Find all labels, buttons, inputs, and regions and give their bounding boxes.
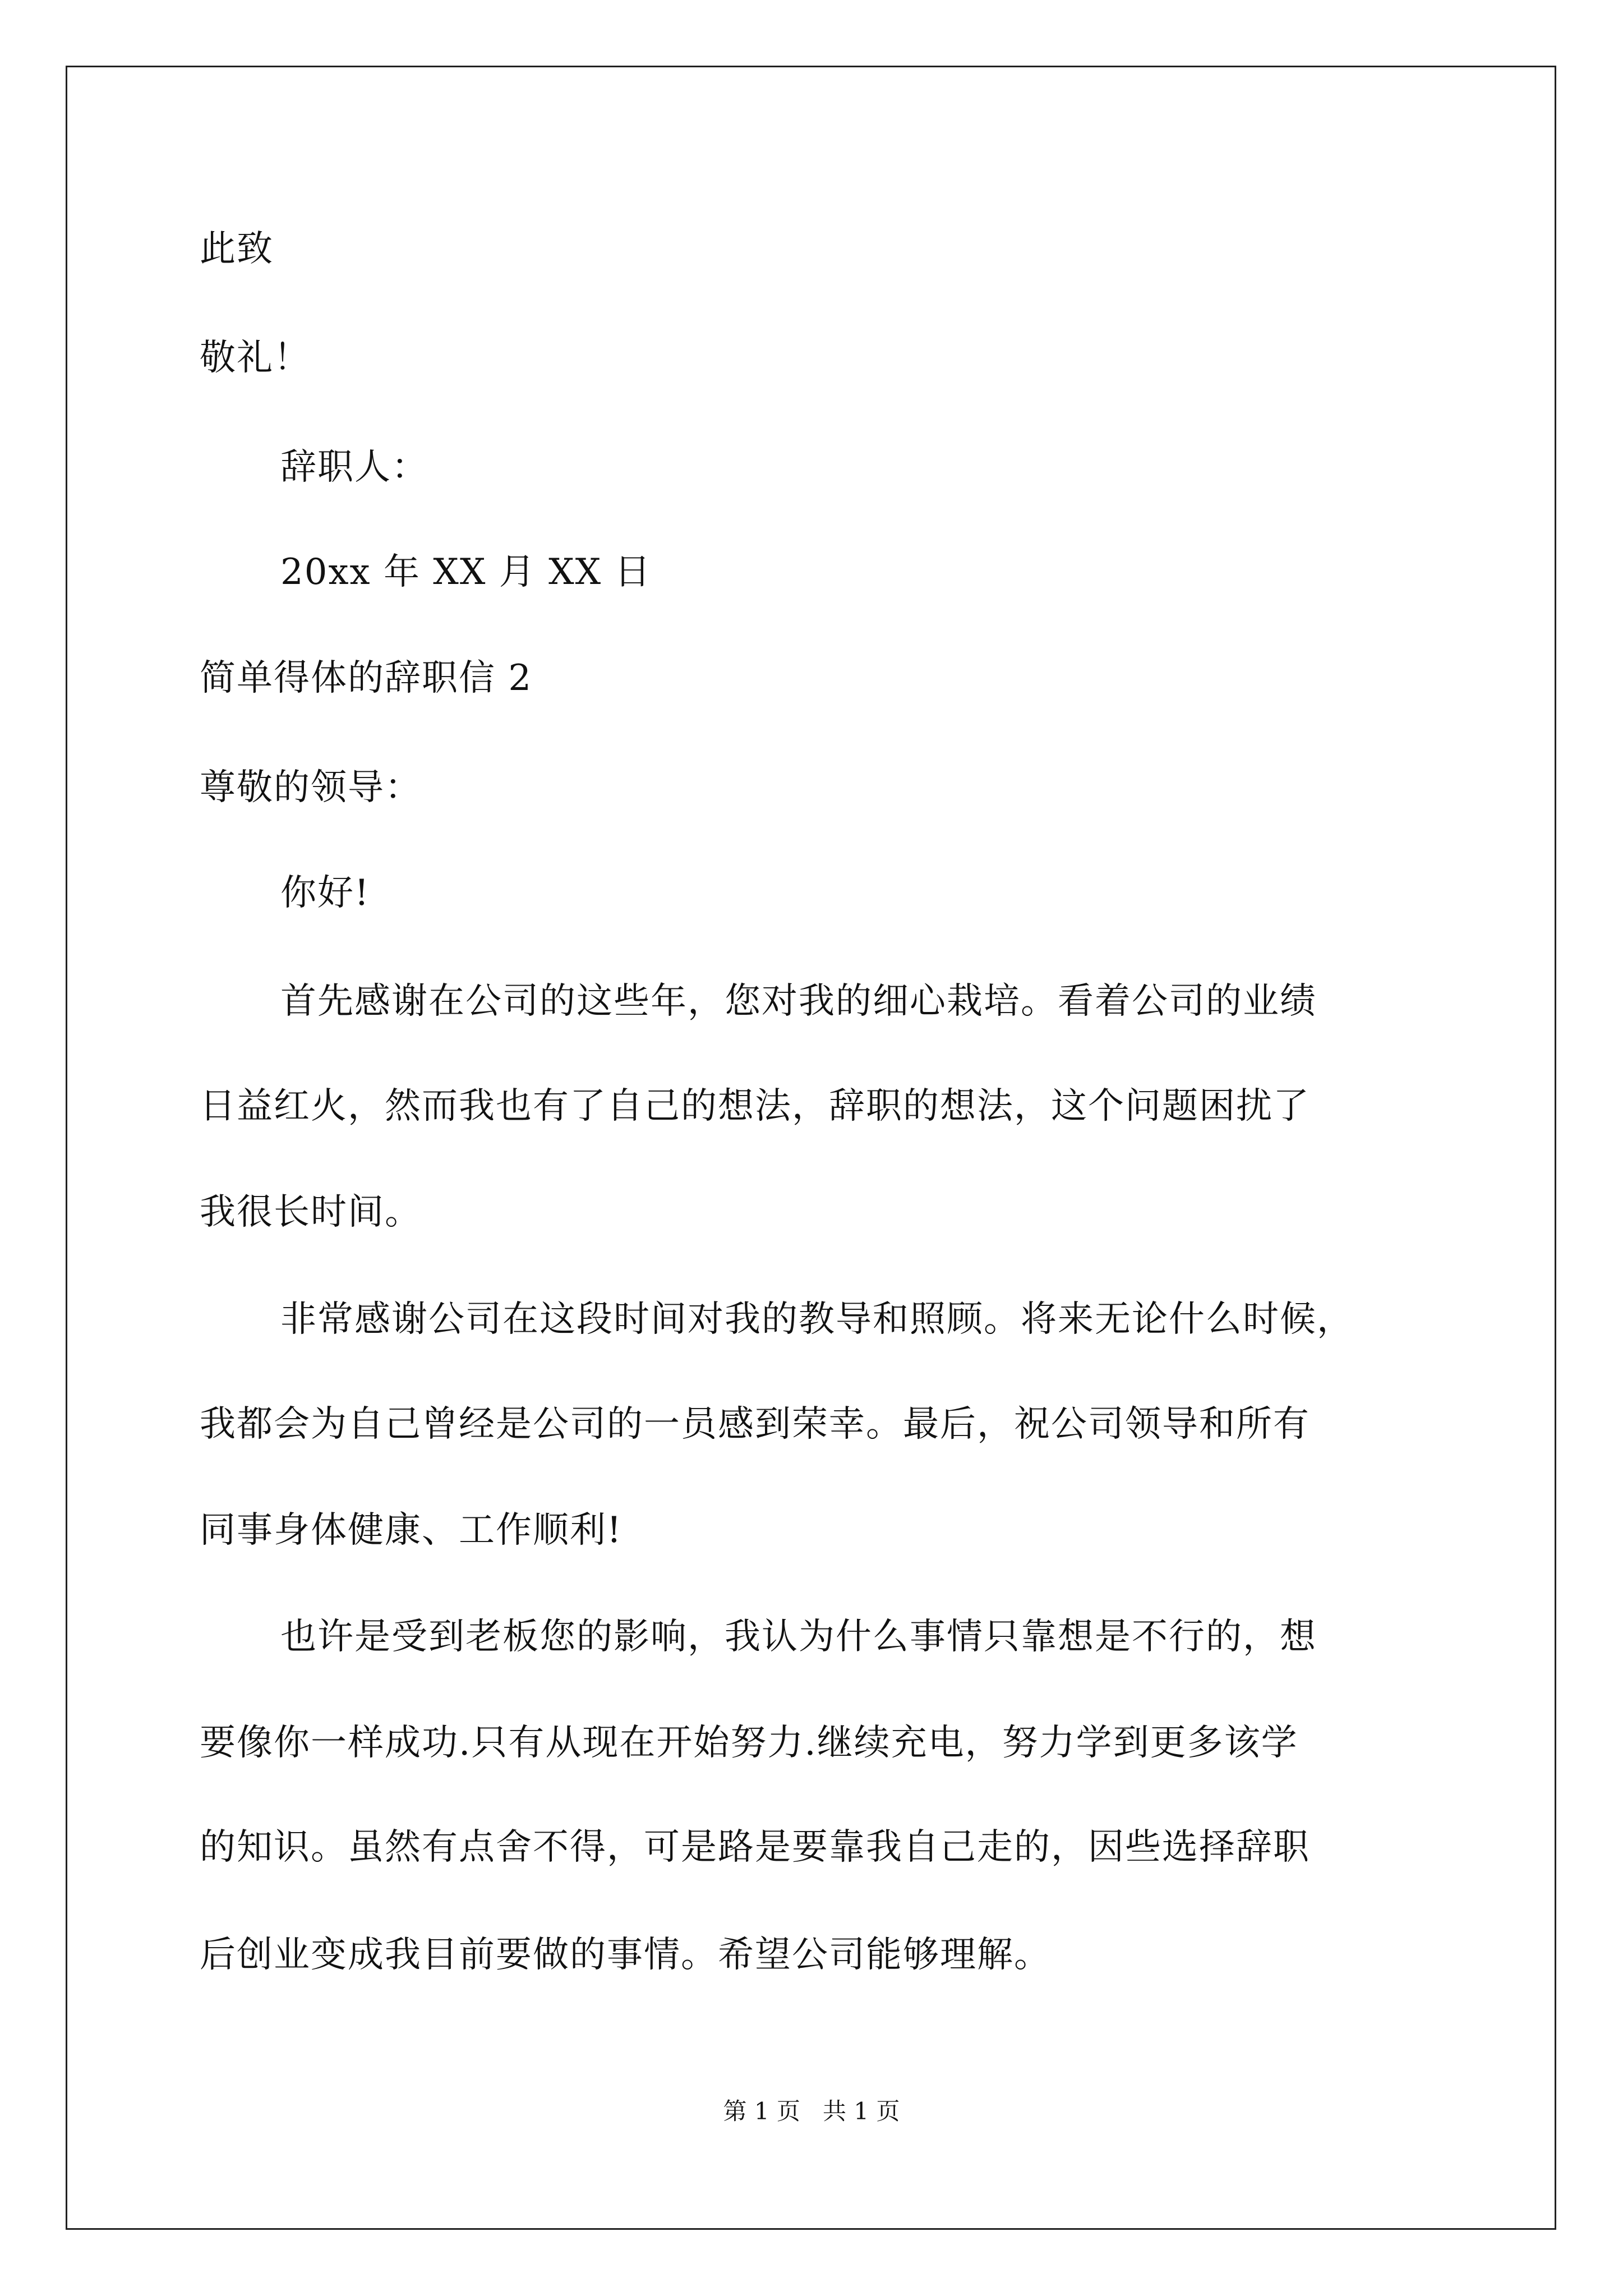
- signer-label: 辞职人：: [280, 447, 428, 488]
- paragraph-1-line: 日益红火，然而我也有了自己的想法，辞职的想法，这个问题困扰了: [200, 1085, 1310, 1127]
- page-footer: 第 1 页 共 1 页: [723, 2097, 900, 2125]
- paragraph-2-line: 非常感谢公司在这段时间对我的教导和照顾。将来无论什么时候，: [280, 1299, 1354, 1340]
- paragraph-3-line: 后创业变成我目前要做的事情。希望公司能够理解。: [200, 1934, 1051, 1976]
- paragraph-3-line: 的知识。虽然有点舍不得，可是路是要靠我自己走的，因些选择辞职: [200, 1826, 1310, 1868]
- paragraph-3-line: 也许是受到老板您的影响，我认为什么事情只靠想是不行的，想: [280, 1616, 1317, 1658]
- closing-line-1: 此致: [200, 228, 274, 270]
- greeting: 你好!: [280, 872, 370, 914]
- closing-line-2: 敬礼！: [200, 337, 311, 379]
- salutation: 尊敬的领导：: [200, 767, 422, 808]
- paragraph-2-line: 我都会为自己曾经是公司的一员感到荣幸。最后，祝公司领导和所有: [200, 1404, 1310, 1445]
- paragraph-3-line: 要像你一样成功.只有从现在开始努力.继续充电，努力学到更多该学: [200, 1722, 1298, 1764]
- date-line: 20xx 年 XX 月 XX 日: [280, 551, 652, 593]
- section-title: 简单得体的辞职信 2: [200, 657, 533, 699]
- page-border: [66, 66, 1556, 2230]
- paragraph-2-line: 同事身体健康、工作顺利!: [200, 1510, 623, 1551]
- paragraph-1-line: 首先感谢在公司的这些年，您对我的细心栽培。看着公司的业绩: [280, 981, 1317, 1022]
- paragraph-1-line: 我很长时间。: [200, 1191, 422, 1233]
